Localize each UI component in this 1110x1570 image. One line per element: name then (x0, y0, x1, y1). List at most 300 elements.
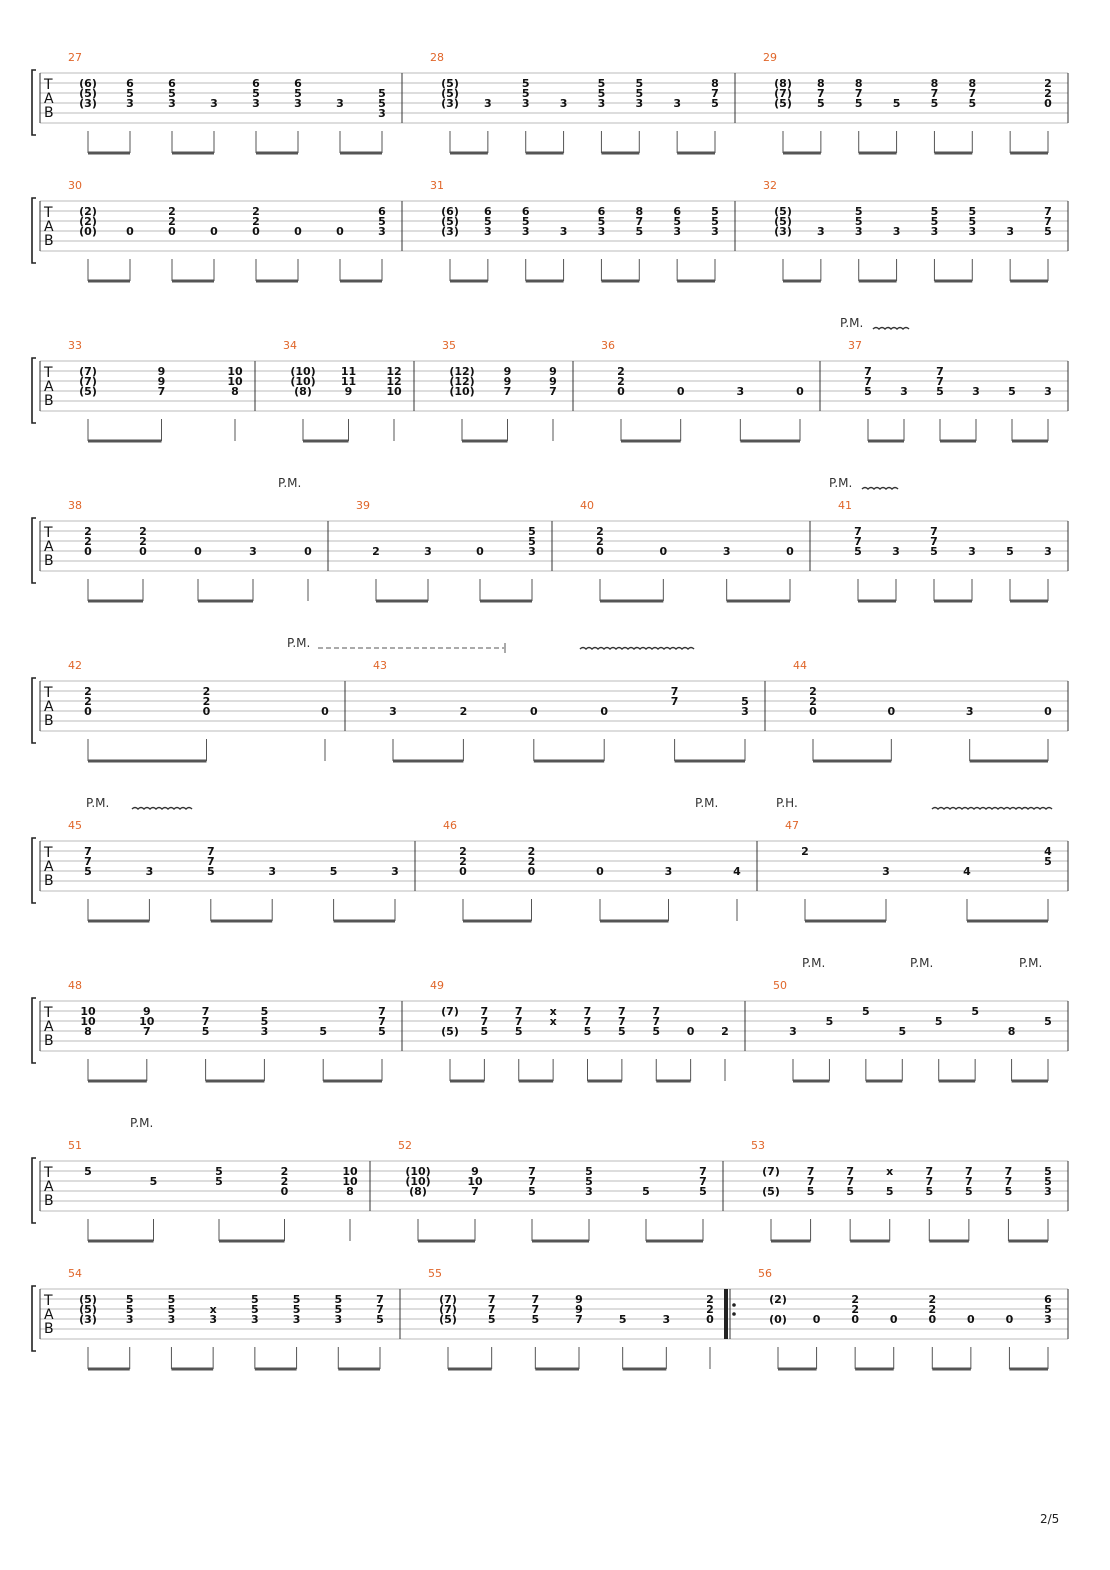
fret-number: 7 (528, 1175, 536, 1188)
fret-number: 8 (84, 1025, 92, 1038)
fret-number: 3 (1044, 1313, 1052, 1326)
fret-number: (7) (79, 375, 97, 388)
fret-number: 5 (934, 1015, 943, 1028)
system-bracket (32, 1158, 36, 1223)
tab-clef-letter: T (44, 205, 53, 221)
fret-number: 7 (480, 1015, 489, 1028)
fret-number: 5 (260, 1015, 269, 1028)
fret-number: 3 (930, 225, 939, 238)
fret-number: 0 (139, 545, 147, 558)
fret-number: 7 (670, 685, 679, 698)
measure-number: 47 (785, 819, 799, 832)
fret-number: 9 (503, 365, 512, 378)
fret-number: 5 (376, 1313, 384, 1326)
fret-number: 3 (209, 1313, 217, 1326)
fret-number: (7) (441, 1005, 459, 1018)
fret-number: 2 (459, 855, 467, 868)
fret-number: 2 (168, 215, 176, 228)
fret-number: 3 (965, 705, 974, 718)
fret-number: (0) (769, 1313, 787, 1326)
repeat-dot (732, 1312, 736, 1316)
fret-number: 5 (521, 87, 530, 100)
palm-mute-label: P.M. (829, 476, 853, 490)
fret-number: 3 (597, 225, 606, 238)
fret-number: 7 (378, 1005, 386, 1018)
fret-number: 0 (84, 705, 92, 718)
fret-number: 5 (484, 215, 492, 228)
fret-number: 10 (386, 385, 402, 398)
fret-number: 3 (125, 1313, 134, 1326)
fret-number: 5 (84, 1165, 92, 1178)
fret-number: 3 (391, 865, 399, 878)
vibrato-mark (862, 488, 898, 490)
repeat-dot (732, 1303, 736, 1307)
fret-number: 7 (531, 1303, 540, 1316)
fret-number: (7) (79, 365, 97, 378)
fret-number: 5 (854, 205, 863, 218)
fret-number: 3 (1044, 1185, 1052, 1198)
system-bracket (32, 518, 36, 583)
fret-number: (2) (79, 205, 97, 218)
fret-number: 5 (215, 1165, 223, 1178)
fret-number: 5 (930, 97, 939, 110)
fret-number: 2 (84, 695, 92, 708)
fret-number: 6 (378, 205, 386, 218)
fret-number: 3 (854, 225, 863, 238)
tab-clef-letter: T (44, 845, 53, 861)
fret-number: 5 (514, 1025, 523, 1038)
fret-number: 5 (635, 225, 644, 238)
fret-number: 8 (635, 205, 644, 218)
fret-number: 2 (809, 685, 817, 698)
fret-number: 5 (487, 1313, 496, 1326)
tab-clef-letter: B (44, 233, 54, 249)
measure-number: 49 (430, 979, 444, 992)
fret-number: 7 (936, 375, 944, 388)
fret-number: 3 (292, 1313, 301, 1326)
fret-number: 0 (202, 705, 211, 718)
fret-number: (7) (774, 87, 792, 100)
fret-number: 5 (125, 1293, 134, 1306)
fret-number: 0 (659, 545, 668, 558)
measure-number: 46 (443, 819, 457, 832)
fret-number: 5 (378, 1025, 386, 1038)
fret-number: (5) (441, 87, 459, 100)
fret-number: 7 (846, 1175, 854, 1188)
fret-number: 7 (471, 1185, 479, 1198)
fret-number: (8) (774, 77, 792, 90)
fret-number: 2 (84, 525, 92, 538)
measure-number: 43 (373, 659, 387, 672)
fret-number: 3 (210, 97, 218, 110)
fret-number: 5 (531, 1313, 540, 1326)
fret-number: (2) (79, 215, 97, 228)
fret-number: 7 (699, 1165, 707, 1178)
fret-number: 0 (336, 225, 344, 238)
fret-number: 5 (817, 97, 825, 110)
fret-number: 7 (817, 87, 825, 100)
palm-mute-label: P.H. (776, 796, 798, 810)
fret-number: 7 (487, 1303, 496, 1316)
fret-number: 5 (378, 215, 386, 228)
fret-number: 0 (889, 1313, 898, 1326)
fret-number: 11 (340, 365, 357, 378)
fret-number: 8 (346, 1185, 354, 1198)
fret-number: 0 (321, 705, 329, 718)
measure-number: 45 (68, 819, 82, 832)
fret-number: 7 (854, 87, 863, 100)
fret-number: 5 (930, 545, 938, 558)
fret-number: 3 (585, 1185, 593, 1198)
system-bracket (32, 1286, 36, 1351)
fret-number: 0 (676, 385, 685, 398)
fret-number: (7) (439, 1303, 457, 1316)
fret-number: 9 (344, 385, 353, 398)
fret-number: 5 (528, 1185, 536, 1198)
measure-number: 40 (580, 499, 594, 512)
fret-number: 8 (231, 385, 239, 398)
fret-number: 8 (854, 77, 863, 90)
fret-number: 0 (812, 1313, 821, 1326)
fret-number: 5 (84, 865, 92, 878)
fret-number: 3 (294, 97, 302, 110)
fret-number: 9 (575, 1293, 583, 1306)
fret-number: 9 (471, 1165, 479, 1178)
fret-number: 2 (721, 1025, 729, 1038)
palm-mute-label: P.M. (695, 796, 719, 810)
fret-number: 4 (733, 865, 741, 878)
fret-number: 9 (157, 365, 166, 378)
fret-number: 2 (527, 855, 536, 868)
fret-number: (10) (290, 365, 316, 378)
palm-mute-label: P.M. (840, 316, 864, 330)
fret-number: 3 (145, 865, 154, 878)
fret-number: 4 (1044, 845, 1052, 858)
fret-number: 6 (1044, 1293, 1052, 1306)
fret-number: (2) (769, 1293, 787, 1306)
measure-number: 50 (773, 979, 787, 992)
fret-number: 9 (549, 365, 557, 378)
fret-number: 5 (711, 205, 719, 218)
fret-number: 4 (963, 865, 971, 878)
fret-number: 3 (664, 865, 673, 878)
fret-number: 2 (527, 845, 536, 858)
fret-number: 0 (294, 225, 302, 238)
fret-number: 5 (971, 1005, 979, 1018)
fret-number: (3) (441, 225, 459, 238)
fret-number: 3 (673, 225, 681, 238)
fret-number: 5 (854, 215, 863, 228)
fret-number: 0 (786, 545, 794, 558)
fret-number: 0 (476, 545, 484, 558)
fret-number: 5 (892, 97, 901, 110)
fret-number: 3 (635, 97, 644, 110)
vibrato-mark (873, 328, 909, 330)
palm-mute-label: P.M. (130, 1116, 154, 1130)
fret-number: 0 (796, 385, 804, 398)
fret-number: 0 (617, 385, 625, 398)
fret-number: 2 (1044, 87, 1052, 100)
fret-number: 0 (459, 865, 467, 878)
fret-number: 6 (484, 205, 492, 218)
measure-number: 44 (793, 659, 807, 672)
fret-number: 8 (711, 77, 719, 90)
fret-number: 0 (210, 225, 218, 238)
fret-number: 7 (84, 845, 92, 858)
fret-number: 3 (882, 865, 890, 878)
measure-number: 30 (68, 179, 82, 192)
fret-number: 6 (294, 77, 302, 90)
fret-number: 0 (280, 1185, 289, 1198)
system-bracket (32, 358, 36, 423)
measure-number: 41 (838, 499, 852, 512)
fret-number: 7 (864, 365, 872, 378)
fret-number: 6 (168, 77, 176, 90)
fret-number: 5 (334, 1293, 343, 1306)
fret-number: 5 (1044, 1175, 1052, 1188)
fret-number: (5) (441, 77, 459, 90)
fret-number: (6) (441, 205, 459, 218)
fret-number: 7 (157, 385, 166, 398)
fret-number: 7 (201, 1015, 210, 1028)
fret-number: 7 (514, 1005, 523, 1018)
fret-number: 3 (736, 385, 745, 398)
fret-number: 7 (142, 1025, 151, 1038)
fret-number: 2 (809, 695, 817, 708)
fret-number: 3 (521, 97, 530, 110)
fret-number: 7 (965, 1175, 973, 1188)
fret-number: 2 (928, 1293, 937, 1306)
fret-number: 0 (168, 225, 176, 238)
fret-number: 3 (741, 705, 749, 718)
fret-number: 3 (900, 385, 908, 398)
fret-number: 12 (386, 365, 402, 378)
fret-number: (10) (449, 385, 475, 398)
fret-number: (6) (79, 77, 97, 90)
fret-number: 7 (378, 1015, 386, 1028)
fret-number: (5) (774, 97, 792, 110)
fret-number: 7 (652, 1015, 661, 1028)
fret-number: 2 (851, 1303, 859, 1316)
fret-number: 7 (1044, 215, 1052, 228)
fret-number: 5 (846, 1185, 854, 1198)
fret-number: 5 (930, 205, 939, 218)
fret-number: (3) (79, 1313, 97, 1326)
tab-clef-letter: A (44, 699, 54, 715)
fret-number: (12) (449, 365, 475, 378)
vibrato-mark (932, 808, 1052, 810)
fret-number: 0 (194, 545, 202, 558)
system-bracket (32, 678, 36, 743)
fret-number: 6 (126, 77, 134, 90)
measure-number: 38 (68, 499, 82, 512)
fret-number: 5 (618, 1313, 627, 1326)
fret-number: (5) (79, 385, 97, 398)
fret-number: 3 (378, 225, 386, 238)
fret-number: 5 (167, 1293, 176, 1306)
measure-number: 35 (442, 339, 456, 352)
fret-number: 3 (168, 97, 176, 110)
fret-number: 5 (292, 1303, 301, 1316)
fret-number: 5 (215, 1175, 223, 1188)
tab-clef-letter: T (44, 525, 53, 541)
fret-number: x (549, 1005, 557, 1018)
fret-number: 0 (529, 705, 538, 718)
fret-number: (5) (774, 215, 792, 228)
fret-number: 5 (168, 87, 176, 100)
fret-number: 5 (968, 97, 977, 110)
fret-number: 0 (706, 1313, 714, 1326)
fret-number: 3 (559, 225, 568, 238)
measure-number: 36 (601, 339, 615, 352)
fret-number: 0 (596, 865, 604, 878)
fret-number: 2 (202, 685, 211, 698)
fret-number: 7 (206, 855, 215, 868)
fret-number: 0 (686, 1025, 695, 1038)
fret-number: 9 (549, 375, 557, 388)
fret-number: 5 (618, 1025, 626, 1038)
fret-number: 5 (378, 87, 386, 100)
fret-number: 10 (467, 1175, 483, 1188)
fret-number: 3 (892, 545, 900, 558)
fret-number: 2 (280, 1175, 289, 1188)
fret-number: 2 (617, 365, 625, 378)
fret-number: 5 (294, 87, 302, 100)
tab-clef-letter: A (44, 1019, 54, 1035)
fret-number: 7 (487, 1293, 496, 1306)
fret-number: 7 (583, 1015, 592, 1028)
fret-number: 5 (521, 215, 530, 228)
tab-clef-letter: T (44, 365, 53, 381)
palm-mute-label: P.M. (287, 636, 311, 650)
fret-number: 3 (484, 225, 492, 238)
tab-clef-letter: T (44, 1293, 53, 1309)
vibrato-mark (580, 648, 694, 650)
fret-number: 9 (503, 375, 512, 388)
fret-number: 3 (249, 545, 257, 558)
fret-number: (0) (79, 225, 97, 238)
measure-number: 27 (68, 51, 82, 64)
fret-number: 0 (252, 225, 260, 238)
fret-number: 7 (968, 87, 977, 100)
fret-number: 5 (1044, 1165, 1052, 1178)
fret-number: 7 (854, 535, 862, 548)
fret-number: 3 (789, 1025, 797, 1038)
fret-number: 7 (528, 1165, 536, 1178)
tab-clef-letter: B (44, 393, 54, 409)
fret-number: 2 (252, 215, 260, 228)
fret-number: 0 (527, 865, 536, 878)
measure-number: 39 (356, 499, 370, 512)
fret-number: 3 (662, 1313, 671, 1326)
fret-number: 7 (84, 855, 92, 868)
fret-number: 2 (372, 545, 380, 558)
fret-number: 3 (252, 97, 260, 110)
measure-number: 34 (283, 339, 297, 352)
fret-number: 3 (972, 385, 980, 398)
fret-number: 2 (202, 695, 211, 708)
fret-number: 5 (936, 385, 944, 398)
fret-number: 5 (480, 1025, 489, 1038)
fret-number: 3 (711, 225, 719, 238)
tab-clef-letter: A (44, 219, 54, 235)
tab-clef-letter: A (44, 91, 54, 107)
fret-number: 3 (378, 107, 386, 120)
fret-number: 7 (514, 1015, 523, 1028)
fret-number: 7 (1044, 205, 1052, 218)
repeat-barline (724, 1289, 728, 1339)
fret-number: (8) (409, 1185, 427, 1198)
measure-number: 52 (398, 1139, 412, 1152)
fret-number: 7 (806, 1165, 815, 1178)
fret-number: 7 (1004, 1165, 1013, 1178)
measure-number: 51 (68, 1139, 82, 1152)
measure-number: 54 (68, 1267, 82, 1280)
fret-number: 7 (806, 1175, 815, 1188)
fret-number: (5) (79, 1303, 97, 1316)
fret-number: 2 (706, 1293, 714, 1306)
tab-clef-letter: T (44, 685, 53, 701)
fret-number: 3 (1006, 225, 1014, 238)
fret-number: 0 (887, 705, 896, 718)
fret-number: 5 (652, 1025, 661, 1038)
fret-number: 5 (585, 1175, 593, 1188)
fret-number: 0 (600, 705, 609, 718)
fret-number: 9 (575, 1303, 583, 1316)
fret-number: 8 (968, 77, 977, 90)
fret-number: 5 (206, 865, 215, 878)
fret-number: 3 (559, 97, 568, 110)
fret-number: 3 (892, 225, 901, 238)
fret-number: 5 (378, 97, 386, 110)
fret-number: 7 (1004, 1175, 1013, 1188)
fret-number: 7 (503, 385, 512, 398)
fret-number: (3) (774, 225, 792, 238)
measure-number: 56 (758, 1267, 772, 1280)
fret-number: x (209, 1303, 217, 1316)
fret-number: 6 (521, 205, 530, 218)
fret-number: 7 (930, 525, 938, 538)
fret-number: 5 (635, 87, 644, 100)
fret-number: 7 (206, 845, 215, 858)
fret-number: 7 (925, 1165, 934, 1178)
fret-number: 5 (965, 1185, 973, 1198)
fret-number: 5 (968, 205, 977, 218)
fret-number: 7 (930, 87, 939, 100)
fret-number: 5 (1008, 385, 1016, 398)
fret-number: 2 (139, 535, 147, 548)
measure-number: 53 (751, 1139, 765, 1152)
fret-number: 6 (252, 77, 260, 90)
fret-number: 5 (585, 1165, 593, 1178)
fret-number: 7 (618, 1005, 626, 1018)
system-bracket (32, 838, 36, 903)
fret-number: 2 (617, 375, 625, 388)
fret-number: 0 (1044, 705, 1052, 718)
fret-number: 10 (227, 365, 243, 378)
fret-number: 5 (825, 1015, 834, 1028)
tab-clef-letter: B (44, 105, 54, 121)
fret-number: 3 (521, 225, 530, 238)
fret-number: 3 (968, 545, 976, 558)
fret-number: 0 (809, 705, 817, 718)
fret-number: 12 (386, 375, 402, 388)
fret-number: 7 (864, 375, 872, 388)
fret-number: 5 (251, 1303, 259, 1316)
fret-number: 8 (930, 77, 939, 90)
fret-number: 0 (967, 1313, 975, 1326)
fret-number: 5 (925, 1185, 934, 1198)
